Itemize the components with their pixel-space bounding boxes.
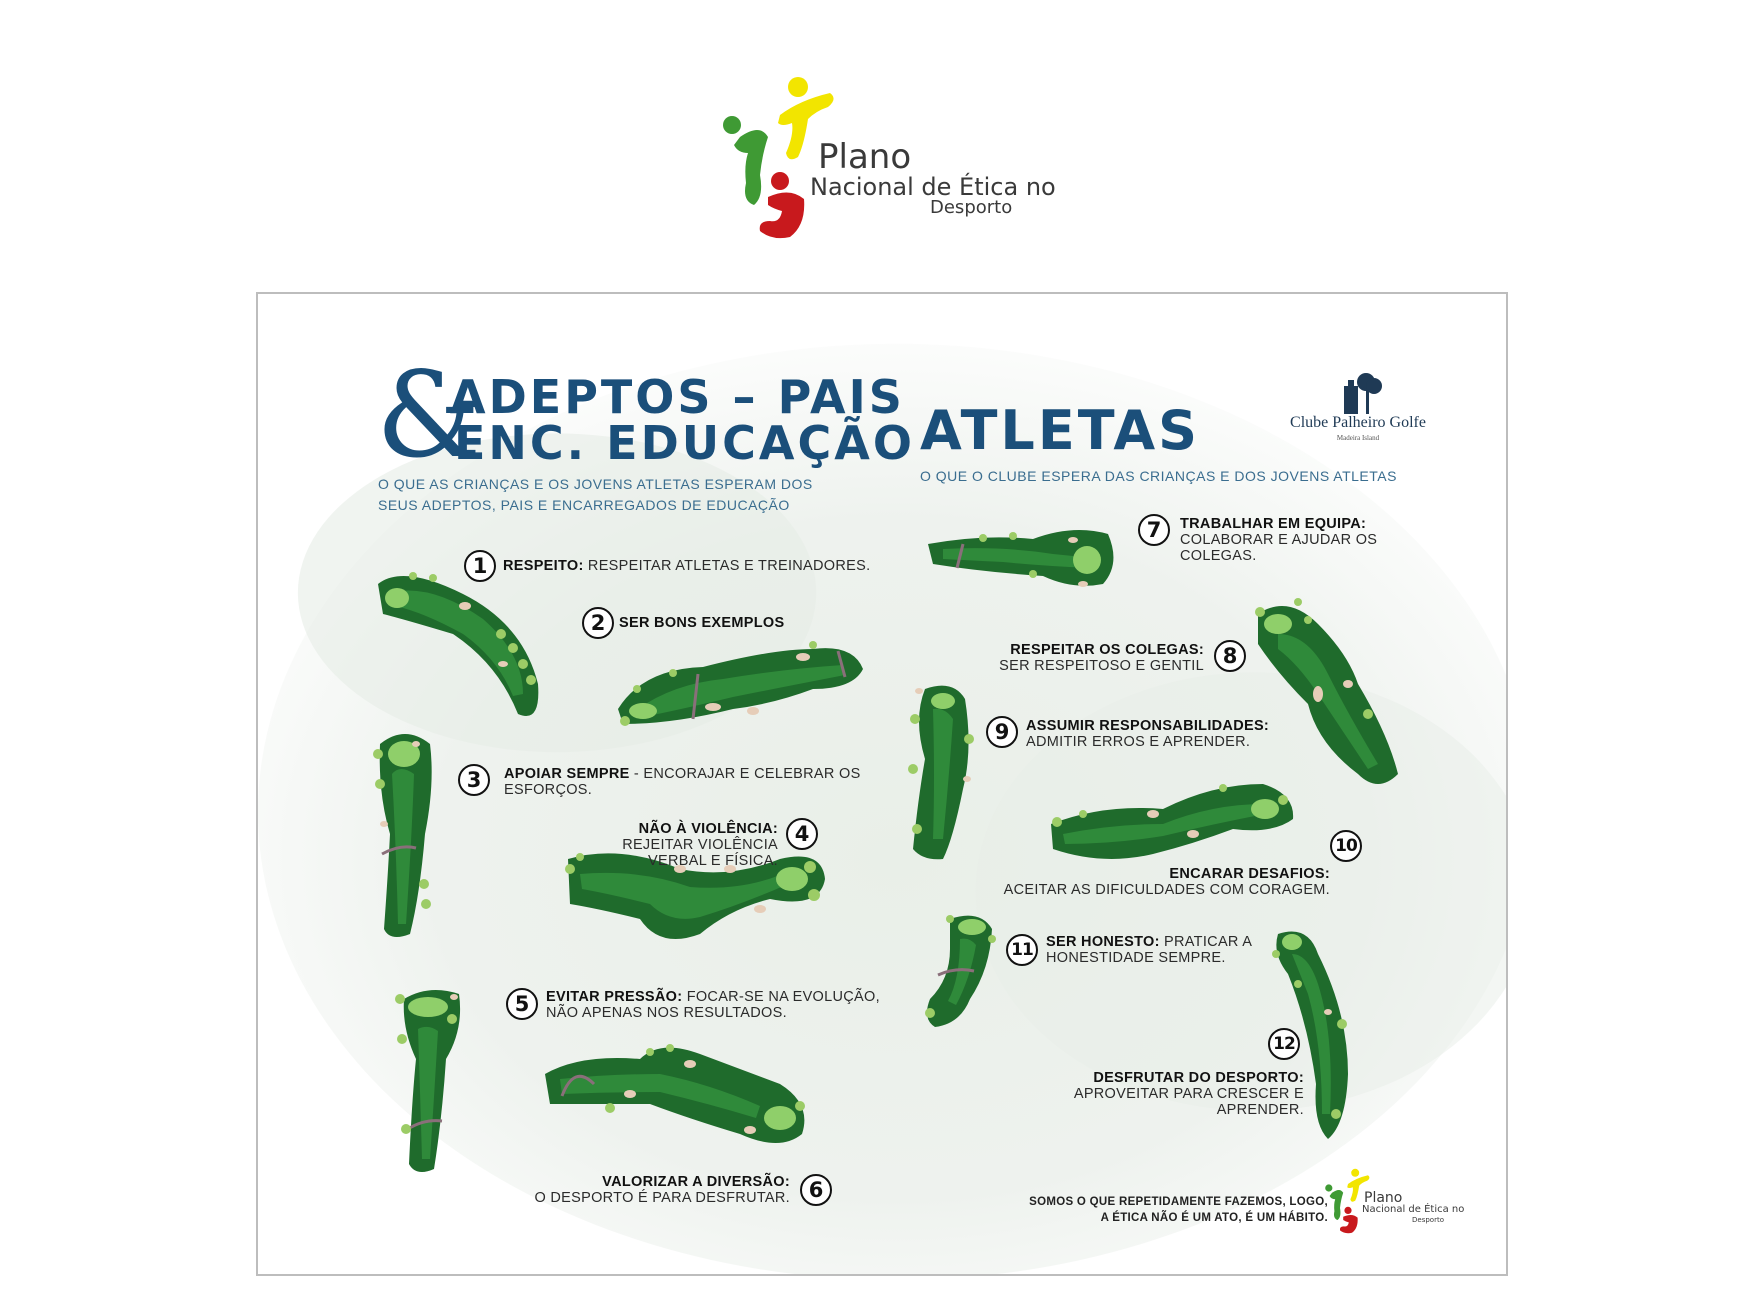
golf-hole-6 [540, 1034, 815, 1154]
number-badge-11: 11 [1006, 934, 1038, 966]
item-5-title: EVITAR PRESSÃO: [546, 989, 683, 1005]
item-9-title: ASSUMIR RESPONSABILIDADES: [1026, 718, 1270, 734]
item-8-text: SER RESPEITOSO E GENTIL [999, 658, 1204, 674]
item-5-text: FOCAR-SE NA EVOLUÇÃO, NÃO APENAS NOS RESULTADOS. [546, 989, 880, 1021]
right-subtitle: O QUE O CLUBE ESPERA DAS CRIANÇAS E DOS JOVENS ATLETAS [920, 468, 1397, 484]
number-badge-12: 12 [1268, 1028, 1300, 1060]
item-6-text: O DESPORTO É PARA DESFRUTAR. [534, 1190, 790, 1206]
golf-hole-1 [373, 564, 553, 729]
golf-hole-9 [903, 679, 983, 864]
logo-text-nacional: Nacional de Ética no [810, 173, 1056, 201]
number-badge-7: 7 [1138, 514, 1170, 546]
item-9 [1026, 718, 1306, 750]
plano-etica-logo [720, 75, 1060, 240]
item-6 [490, 1174, 790, 1206]
left-title-line2: ENC. EDUCAÇÃO [454, 416, 915, 470]
item-4-title: NÃO À VIOLÊNCIA: [638, 821, 778, 837]
bottom-plano-logo [1324, 1166, 1464, 1236]
item-11-text: PRATICAR A HONESTIDADE SEMPRE. [1046, 934, 1252, 966]
item-12-text: APROVEITAR PARA CRESCER E APRENDER. [1073, 1086, 1304, 1118]
number-badge-1: 1 [464, 550, 496, 582]
golf-hole-7 [923, 524, 1118, 594]
golf-hole-10 [1043, 774, 1298, 869]
golf-hole-3 [370, 724, 440, 944]
number-badge-4: 4 [786, 818, 818, 850]
club-palheiro-logo [1278, 372, 1438, 452]
item-3 [504, 766, 896, 798]
item-3-title: APOIAR SEMPRE [504, 766, 630, 782]
item-12-title: DESFRUTAR DO DESPORTO: [1093, 1070, 1304, 1086]
poster [256, 292, 1508, 1276]
bottom-logo-desporto: Desporto [1412, 1216, 1444, 1224]
golf-hole-2 [613, 629, 868, 734]
golf-hole-8 [1248, 594, 1408, 794]
left-subtitle: O QUE AS CRIANÇAS E OS JOVENS ATLETAS ESPERAM DOS SEUS ADEPTOS, PAIS E ENCARREGADOS DE EDUCAÇÃO [378, 476, 813, 513]
number-badge-8: 8 [1214, 640, 1246, 672]
item-7-text: COLABORAR E AJUDAR OS COLEGAS. [1180, 532, 1378, 564]
number-badge-3: 3 [458, 764, 490, 796]
item-9-text: ADMITIR ERROS E APRENDER. [1026, 734, 1251, 750]
item-2-title: SER BONS EXEMPLOS [619, 615, 785, 631]
golf-hole-11 [920, 909, 1000, 1034]
item-3-text: - ENCORAJAR E CELEBRAR OS ESFORÇOS. [504, 766, 861, 798]
item-10 [988, 866, 1330, 898]
item-8 [984, 642, 1204, 674]
item-5 [546, 989, 916, 1021]
title-ampersand: & [376, 346, 482, 484]
bottom-logo-plano: Plano [1364, 1190, 1403, 1206]
item-12 [998, 1070, 1304, 1118]
number-badge-6: 6 [800, 1174, 832, 1206]
logo-text-plano: Plano [818, 137, 912, 177]
item-1-title: RESPEITO: [503, 558, 584, 574]
item-11 [1046, 934, 1266, 966]
item-1 [503, 558, 903, 574]
item-6-title: VALORIZAR A DIVERSÃO: [602, 1174, 790, 1190]
item-7 [1180, 516, 1390, 564]
bottom-logo-nacional: Nacional de Ética no [1362, 1204, 1465, 1215]
number-badge-5: 5 [506, 988, 538, 1020]
motto-line2: A ÉTICA NÃO É UM ATO, É UM HÁBITO. [1100, 1212, 1328, 1224]
castle-tree-icon [1278, 372, 1438, 416]
motto-line1: SOMOS O QUE REPETIDAMENTE FAZEMOS, LOGO, [1029, 1196, 1328, 1208]
logo-text-desporto: Desporto [930, 197, 1013, 218]
club-subname: Madeira Island [1336, 434, 1380, 442]
item-10-title: ENCARAR DESAFIOS: [1169, 866, 1330, 882]
number-badge-2: 2 [582, 607, 614, 639]
number-badge-9: 9 [986, 716, 1018, 748]
club-name: Clube Palheiro Golfe [1290, 414, 1426, 431]
item-1-text: RESPEITAR ATLETAS E TREINADORES. [583, 558, 871, 574]
item-4-text: REJEITAR VIOLÊNCIA VERBAL E FÍSICA. [622, 837, 778, 869]
item-11-title: SER HONESTO: [1046, 934, 1160, 950]
item-8-title: RESPEITAR OS COLEGAS: [1010, 642, 1204, 658]
golf-hole-5 [394, 979, 469, 1179]
left-title-line1: ADEPTOS – PAIS [450, 370, 905, 424]
item-10-text: ACEITAR AS DIFICULDADES COM CORAGEM. [1003, 882, 1330, 898]
item-7-title: TRABALHAR EM EQUIPA: [1180, 516, 1367, 532]
motto [968, 1194, 1328, 1226]
right-title: ATLETAS [920, 399, 1201, 462]
item-2 [619, 615, 819, 631]
item-4 [588, 821, 778, 869]
number-badge-10: 10 [1330, 830, 1362, 862]
